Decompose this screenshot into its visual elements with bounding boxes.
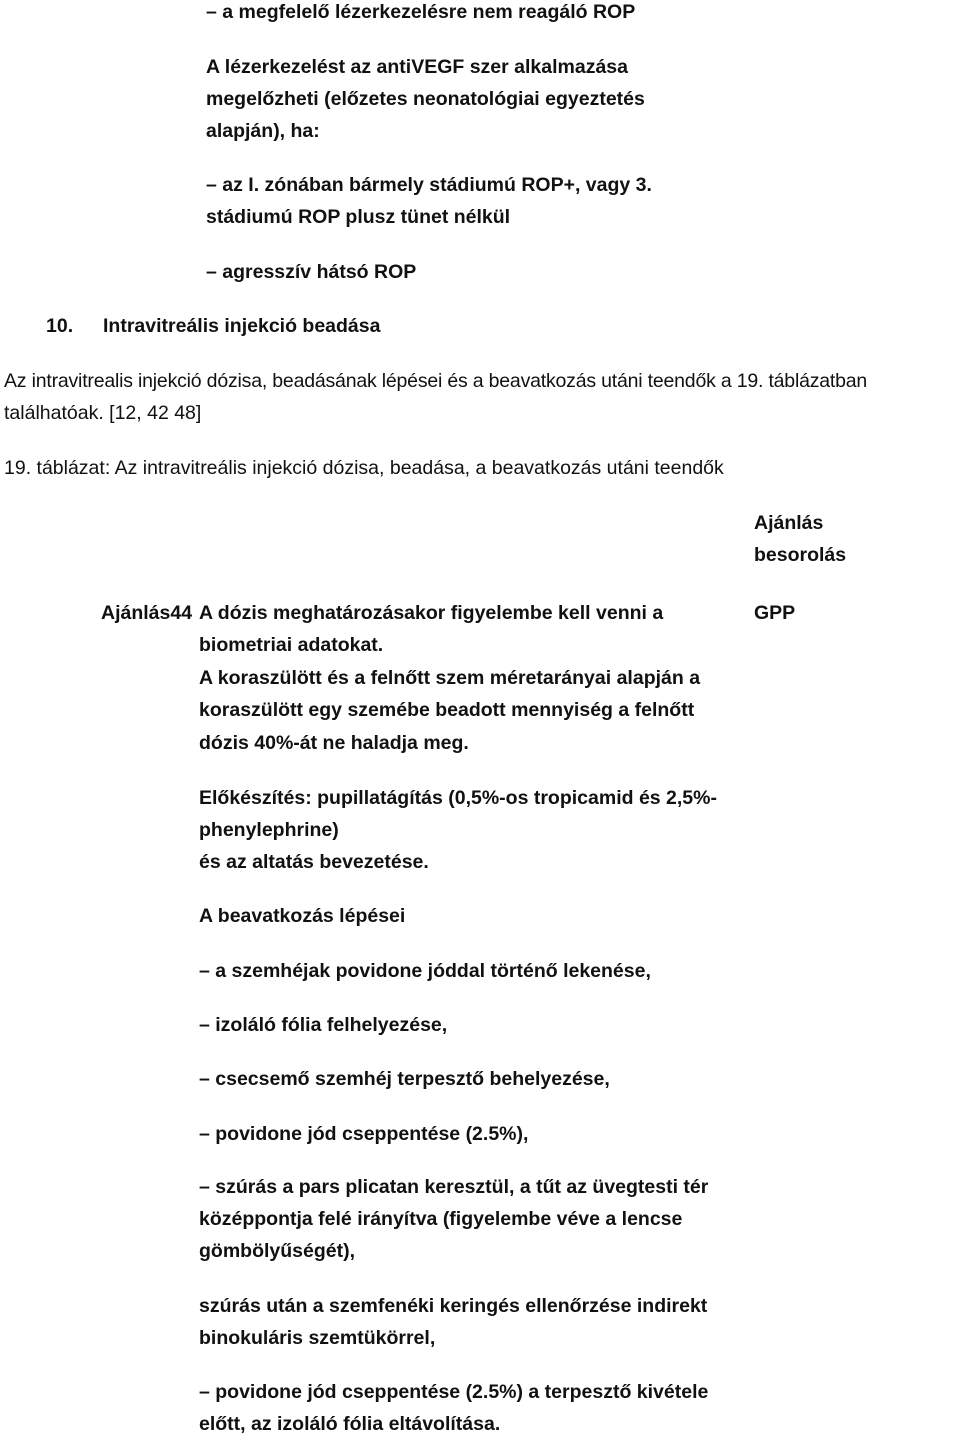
paragraph-antivegf-line-2: megelőzheti (előzetes neonatológiai egyeztetés xyxy=(206,88,645,110)
dose-line-4: koraszülött egy szemébe beadott mennyiség a felnőtt xyxy=(199,699,695,721)
section-intro-line-1: Az intravitrealis injekció dózisa, beadásának lépései és a beavatkozás utáni teendők a 19. táblázatban xyxy=(4,370,868,392)
step-injection-line-2: középpontja felé irányítva (figyelembe véve a lencse xyxy=(199,1208,683,1230)
step-fundus-check-line-2: binokuláris szemtükörrel, xyxy=(199,1327,436,1349)
prep-line-3: és az altatás bevezetése. xyxy=(199,851,429,873)
dose-line-3: A koraszülött és a felnőtt szem méretarányai alapján a xyxy=(199,667,701,689)
list-item-aggressive-rop: – agresszív hátsó ROP xyxy=(206,261,417,283)
dose-line-5: dózis 40%-át ne haladja meg. xyxy=(199,732,469,754)
step-injection-line-3: gömbölyűségét), xyxy=(199,1240,356,1262)
step-injection-line-1: – szúrás a pars plicatan keresztül, a tűt az üvegtesti tér xyxy=(199,1176,709,1198)
section-number: 10. xyxy=(46,315,74,337)
paragraph-antivegf-line-1: A lézerkezelést az antiVEGF szer alkalmazása xyxy=(206,56,629,78)
dose-line-1: A dózis meghatározásakor figyelembe kell venni a xyxy=(199,602,664,624)
list-item-zone-one-line-2: stádiumú ROP plusz tünet nélkül xyxy=(206,206,511,228)
dose-line-2: biometriai adatokat. xyxy=(199,634,384,656)
step-povidone-drop: – povidone jód cseppentése (2.5%), xyxy=(199,1123,529,1145)
table-row-label: Ajánlás44 xyxy=(101,602,193,624)
prep-line-1: Előkészítés: pupillatágítás (0,5%-os tropicamid és 2,5%- xyxy=(199,787,717,809)
step-final-povidone-line-1: – povidone jód cseppentése (2.5%) a terpesztő kivétele xyxy=(199,1381,709,1403)
step-fundus-check-line-1: szúrás után a szemfenéki keringés ellenőrzése indirekt xyxy=(199,1295,708,1317)
section-title: Intravitreális injekció beadása xyxy=(103,315,381,337)
table-header-rating-line-1: Ajánlás xyxy=(754,512,824,534)
step-isolating-foil: – izoláló fólia felhelyezése, xyxy=(199,1014,448,1036)
list-item-laser-unresponsive: – a megfelelő lézerkezelésre nem reagáló ROP xyxy=(206,1,636,23)
step-speculum-insertion: – csecsemő szemhéj terpesztő behelyezése, xyxy=(199,1068,610,1090)
section-intro-line-2: találhatóak. [12, 42 48] xyxy=(4,402,202,424)
step-eyelid-disinfection: – a szemhéjak povidone jóddal történő lekenése, xyxy=(199,960,651,982)
list-item-zone-one-line-1: – az I. zónában bármely stádiumú ROP+, vagy 3. xyxy=(206,174,652,196)
paragraph-antivegf-line-3: alapján), ha: xyxy=(206,120,320,142)
step-final-povidone-line-2: előtt, az izoláló fólia eltávolítása. xyxy=(199,1413,501,1435)
table-row-rating: GPP xyxy=(754,602,796,624)
table-header-rating-line-2: besorolás xyxy=(754,544,847,566)
steps-title: A beavatkozás lépései xyxy=(199,905,406,927)
table-caption: 19. táblázat: Az intravitreális injekció dózisa, beadása, a beavatkozás utáni teendők xyxy=(4,457,724,479)
prep-line-2: phenylephrine) xyxy=(199,819,339,841)
